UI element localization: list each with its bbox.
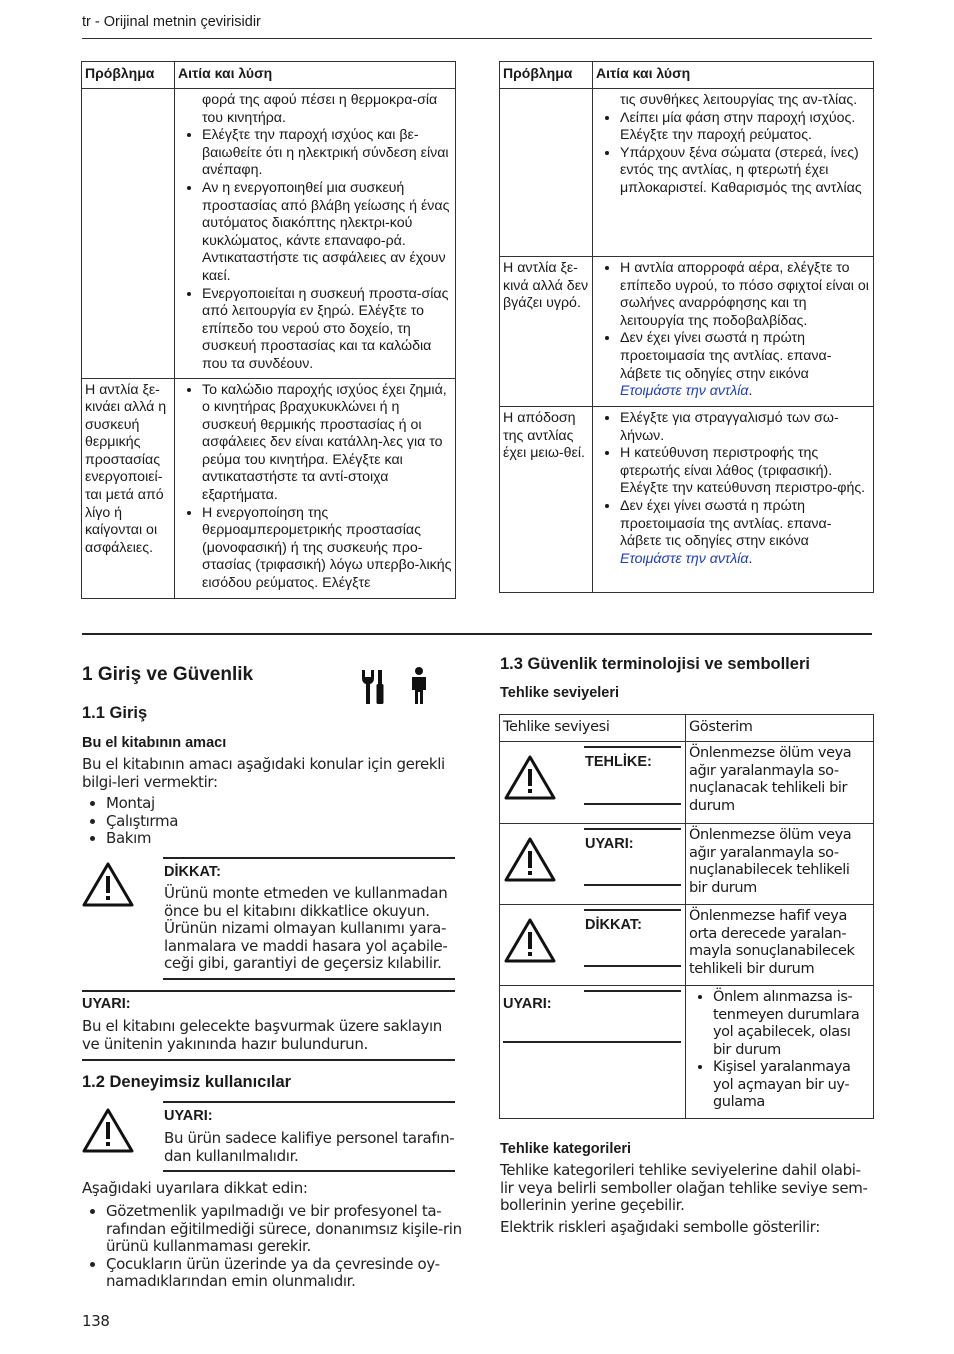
warning-triangle-icon bbox=[504, 917, 556, 963]
list-item: • Δεν έχει γίνει σωστά η πρώτη προετοιμασία της αντλίας. επανα-λάβετε τις οδηγίες στην εικόνα Ετοιμάστε την αντλία. bbox=[620, 330, 870, 400]
list-item: • Η αντλία απορροφά αέρα, ελέγξτε το επίπεδο υγρού, το πόσο σφιχτοί είναι οι σωλήνες αναρρόφησης και τη λειτουργία της ποδοβαλβίδας. bbox=[620, 260, 870, 330]
subsection-title: 1.2 Deneyimsiz kullanıcılar bbox=[82, 1073, 292, 1091]
column-header-problem: Πρόβλημα bbox=[500, 62, 593, 89]
warning-triangle-icon bbox=[82, 861, 134, 907]
list-item: • Kişisel yaralanmaya yol açmayan bir uy-gulama bbox=[713, 1059, 870, 1112]
caution-top-rule bbox=[163, 857, 455, 859]
hazard-level-cell bbox=[500, 905, 686, 986]
hazard-categories-title: Tehlike kategorileri bbox=[500, 1141, 632, 1157]
notice-top-rule bbox=[82, 990, 455, 992]
hazard-level-cell bbox=[500, 986, 686, 1119]
person-icon bbox=[406, 666, 432, 706]
signal-top-rule bbox=[584, 828, 681, 830]
signal-top-rule bbox=[584, 746, 681, 748]
hazard-description bbox=[686, 986, 874, 1119]
header-rule bbox=[82, 38, 872, 39]
cause-cell bbox=[593, 407, 874, 593]
problem-cell bbox=[500, 89, 593, 257]
caution-text: Ürünü monte etmeden ve kullanmadan önce bu el kitabını dikkatlice okuyun. Ürünün nizami olmayan kullanımı yara-lanmalara ve maddi hasara yol açabile-ceği gibi, garantiyi de geçersiz kılabilir. bbox=[164, 884, 448, 972]
signal-word-danger: TEHLİKE: bbox=[585, 754, 652, 770]
warning-triangle-icon bbox=[504, 754, 556, 800]
link-prepare-pump[interactable]: Ετοιμάστε την αντλία bbox=[620, 383, 749, 400]
page-number: 138 bbox=[82, 1312, 110, 1330]
notice-text: Bu el kitabını gelecekte başvurmak üzere saklayın ve ünitenin yakınında hazır bulundurun. bbox=[82, 1017, 442, 1053]
hazard-levels-table bbox=[499, 714, 874, 1119]
signal-top-rule bbox=[584, 990, 681, 992]
list-item: • Çocukların ürün üzerinde ya da çevresinde oy-namadıklarından emin olunmalıdır. bbox=[106, 1256, 480, 1291]
list-item: • Gözetmenlik yapılmadığı ve bir profesyonel ta-rafından eğitilmediği sürece, donanımsız kişile-rin ürünü kullanmaması gerekir. bbox=[106, 1203, 480, 1256]
subsection-title: 1.3 Güvenlik terminolojisi ve sembolleri bbox=[500, 655, 810, 673]
list-item: • Montaj bbox=[106, 795, 480, 813]
hazard-categories-text: Tehlike kategorileri tehlike seviyelerine dahil olabi-lir veya belirli semboller olağan tehlike seviye sem-bollerinin yerine geçebilir. bbox=[500, 1161, 868, 1214]
cause-cell bbox=[175, 378, 456, 598]
caution-label: DİKKAT: bbox=[164, 864, 221, 880]
warning-triangle-icon bbox=[82, 1107, 134, 1153]
hazard-level-cell bbox=[500, 824, 686, 905]
list-item: • Ελέγξτε την παροχή ισχύος και βε-βαιωθείτε ότι η ηλεκτρική σύνδεση είναι ανέπαφη. bbox=[202, 127, 452, 180]
subsection-title: 1.1 Giriş bbox=[82, 704, 148, 722]
column-header-problem: Πρόβλημα bbox=[82, 62, 175, 89]
list-item: • Λείπει μία φάση στην παροχή ισχύος. Ελέγξτε την παροχή ρεύματος. bbox=[620, 110, 870, 145]
hazard-levels-title: Tehlike seviyeleri bbox=[500, 685, 620, 701]
hazard-description: Önlenmezse hafif veya orta derecede yaralan-mayla sonuçlanabilecek tehlikeli bir durum bbox=[686, 905, 874, 986]
list-item: • Αν η ενεργοποιηθεί μια συσκευή προστασίας από βλάβη γείωσης ή ένας αυτόματος διακόπτης ηλεκτρι-κού κυκλώματος, κάντε επαναφο-ρά. Αντικαταστήστε τις ασφάλειες αν έχουν καεί. bbox=[202, 180, 452, 286]
purpose-title: Bu el kitabının amacı bbox=[82, 735, 227, 751]
caution-bottom-rule bbox=[163, 978, 455, 980]
link-prepare-pump[interactable]: Ετοιμάστε την αντλία bbox=[620, 550, 749, 567]
notice-list bbox=[82, 1203, 480, 1291]
list-item: • Önlem alınmazsa is-tenmeyen durumlara yol açabilecek, olası bir durum bbox=[713, 989, 870, 1059]
wrench-screwdriver-icon bbox=[360, 668, 386, 706]
signal-top-rule bbox=[584, 909, 681, 911]
column-header-display: Gösterim bbox=[686, 715, 874, 742]
list-item: • Ελέγξτε για στραγγαλισμό των σω-λήνων. bbox=[620, 410, 870, 445]
column-header-cause: Αιτία και λύση bbox=[593, 62, 874, 89]
cause-cell bbox=[593, 257, 874, 407]
signal-bottom-rule bbox=[584, 884, 681, 886]
continued-text: φορά της αφού πέσει η θερμοκρα-σία του κινητήρα. bbox=[202, 92, 438, 126]
signal-bottom-rule bbox=[503, 1041, 681, 1043]
hazard-level-cell bbox=[500, 742, 686, 824]
signal-word-caution: DİKKAT: bbox=[585, 917, 642, 933]
list-item: • Δεν έχει γίνει σωστά η πρώτη προετοιμασία της αντλίας. επανα-λάβετε τις οδηγίες στην εικόνα Ετοιμάστε την αντλία. bbox=[620, 498, 870, 568]
section-divider bbox=[82, 633, 872, 635]
signal-word-notice: UYARI: bbox=[503, 996, 552, 1012]
notice-bottom-rule bbox=[82, 1059, 455, 1061]
troubleshooting-table-right bbox=[499, 61, 874, 593]
problem-cell: Η αντλία ξε-κινάει αλλά η συσκευή θερμικής προστασίας ενεργοποιεί-ται μετά από λίγο ή καίγονται οι ασφάλειες. bbox=[82, 378, 175, 598]
signal-bottom-rule bbox=[584, 803, 681, 805]
continued-text: τις συνθήκες λειτουργίας της αν-τλίας. bbox=[620, 92, 858, 108]
notice-label: UYARI: bbox=[164, 1108, 213, 1124]
notice-top-rule bbox=[163, 1101, 455, 1103]
signal-bottom-rule bbox=[584, 965, 681, 967]
signal-word-warning: UYARI: bbox=[585, 836, 634, 852]
hazard-description: Önlenmezse ölüm veya ağır yaralanmayla so-nuçlanacak tehlikeli bir durum bbox=[686, 742, 874, 824]
notice-intro: Aşağıdaki uyarılara dikkat edin: bbox=[82, 1179, 308, 1197]
list-item: • Çalıştırma bbox=[106, 813, 480, 831]
problem-cell bbox=[82, 89, 175, 379]
notice-bottom-rule bbox=[163, 1170, 455, 1172]
list-item: • Η κατεύθυνση περιστροφής της φτερωτής είναι λάθος (τριφασική). Ελέγξτε την κατεύθυνση περιστρο-φής. bbox=[620, 445, 870, 498]
hazard-description: Önlenmezse ölüm veya ağır yaralanmayla so-nuçlanabilecek tehlikeli bir durum bbox=[686, 824, 874, 905]
purpose-text: Bu el kitabının amacı aşağıdaki konular için gerekli bilgi-leri vermektir: bbox=[82, 755, 445, 791]
column-header-level: Tehlike seviyesi bbox=[500, 715, 686, 742]
list-item: • Ενεργοποιείται η συσκευή προστα-σίας από λειτουργία εν ξηρώ. Ελέγξτε το επίπεδο του νερού στο δοχείο, τη συσκευή προστασίας και τα καλώδια που τα συνδέουν. bbox=[202, 286, 452, 374]
problem-cell: Η απόδοση της αντλίας έχει μειω-θεί. bbox=[500, 407, 593, 593]
cause-cell bbox=[593, 89, 874, 257]
electric-risk-text: Elektrik riskleri aşağıdaki sembolle gösterilir: bbox=[500, 1218, 820, 1236]
notice-text: Bu ürün sadece kalifiye personel tarafın-dan kullanılmalıdır. bbox=[164, 1129, 455, 1165]
list-item: • Η ενεργοποίηση της θερμοαμπερομετρικής προστασίας (μονοφασική) ή της συσκευής προ-στασίας (τριφασική) λόγω υπερβο-λικής εισόδου ρεύματος. Ελέγξτε bbox=[202, 505, 452, 593]
notice-label: UYARI: bbox=[82, 996, 131, 1012]
list-item: • Το καλώδιο παροχής ισχύος έχει ζημιά, ο κινητήρας βραχυκυκλώνει ή η συσκευή θερμικής προστασίας ή οι ασφάλειες δεν είναι κατάλλη-λες για το ρεύμα του κινητήρα. Ελέγξτε και αντικαταστήστε τα αντί-στοιχα εξαρτήματα. bbox=[202, 382, 452, 505]
problem-cell: Η αντλία ξε-κινά αλλά δεν βγάζει υγρό. bbox=[500, 257, 593, 407]
troubleshooting-table-left bbox=[81, 61, 456, 599]
column-header-cause: Αιτία και λύση bbox=[175, 62, 456, 89]
warning-triangle-icon bbox=[504, 836, 556, 882]
purpose-list bbox=[82, 795, 480, 848]
section-title: 1 Giriş ve Güvenlik bbox=[82, 664, 254, 685]
list-item: • Υπάρχουν ξένα σώματα (στερεά, ίνες) εντός της αντλίας, η φτερωτή έχει μπλοκαριστεί. Καθαρισμός της αντλίας bbox=[620, 145, 870, 198]
cause-cell bbox=[175, 89, 456, 379]
list-item: • Bakım bbox=[106, 830, 480, 848]
running-header: tr - Orijinal metnin çevirisidir bbox=[82, 14, 261, 30]
